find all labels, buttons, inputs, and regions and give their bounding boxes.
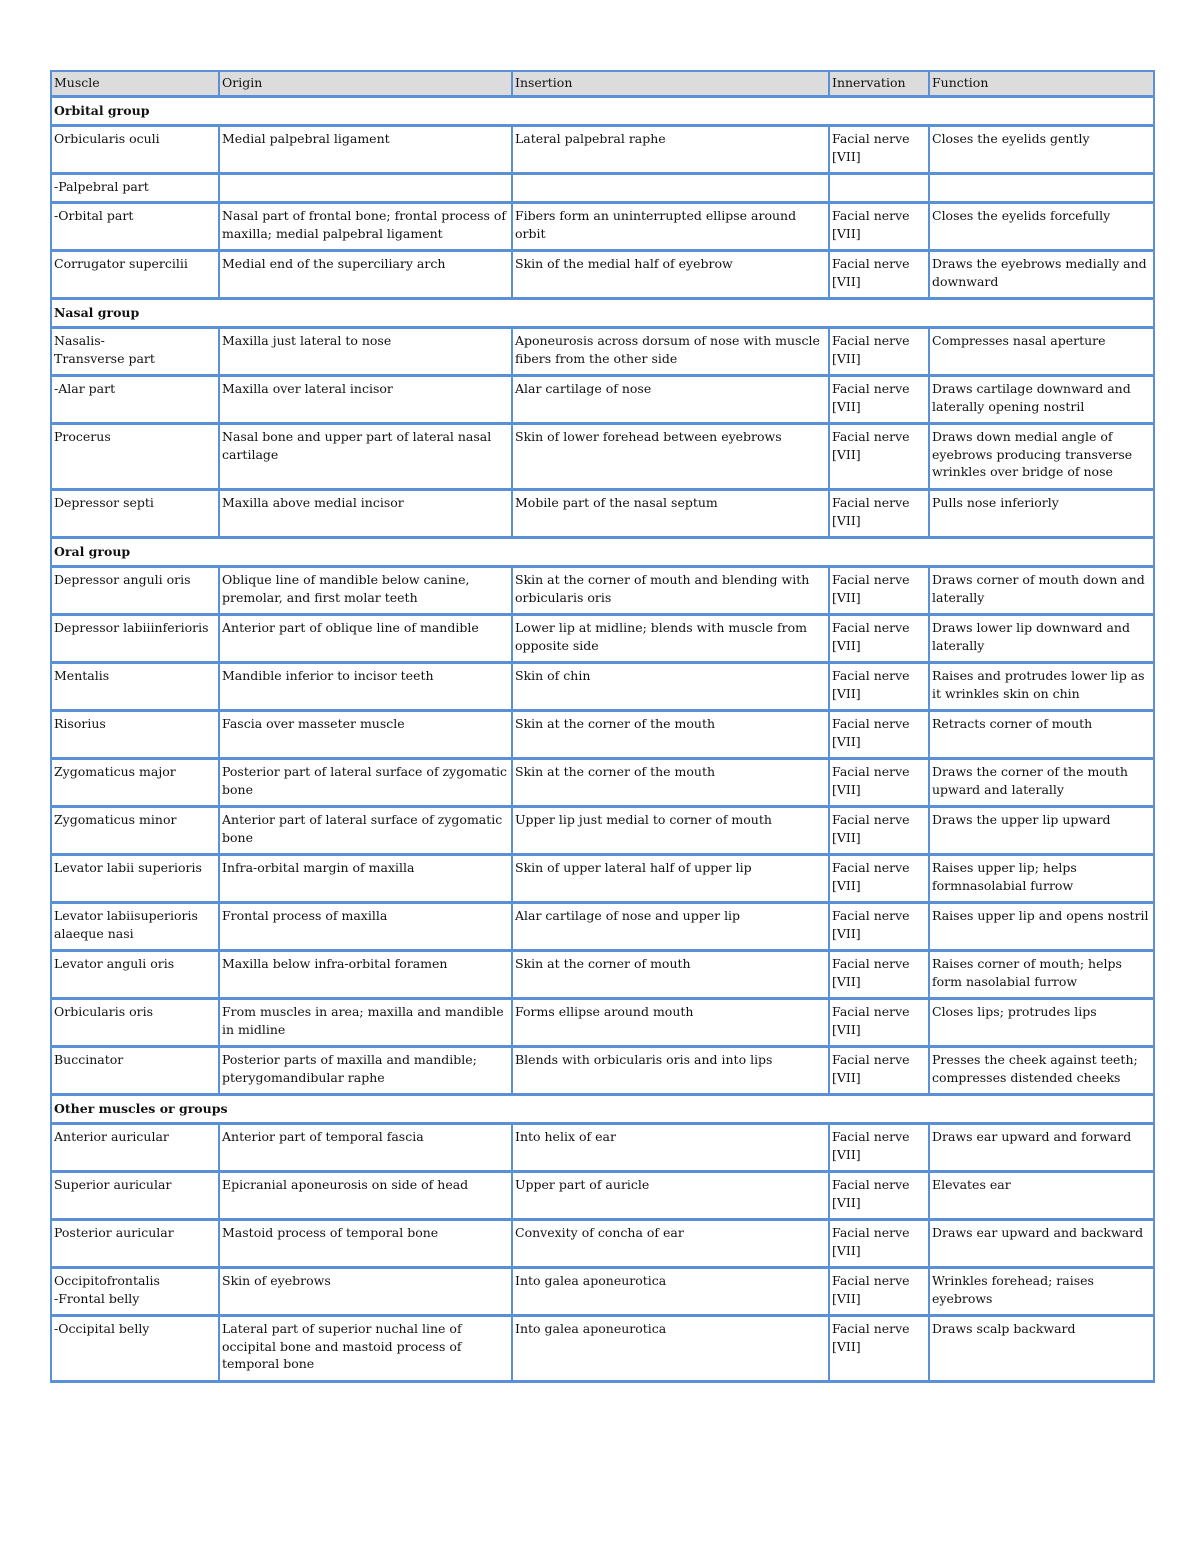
muscle-cell: Depressor septi xyxy=(52,488,220,536)
muscle-cell: -Alar part xyxy=(52,374,220,422)
origin-cell: Posterior part of lateral surface of zygomatic bone xyxy=(220,757,513,805)
origin-cell: Medial palpebral ligament xyxy=(220,124,513,172)
table-row xyxy=(52,201,1153,249)
insertion-cell: Mobile part of the nasal septum xyxy=(513,488,830,536)
function-cell: Pulls nose inferiorly xyxy=(930,488,1153,536)
function-cell: Raises upper lip and opens nostril xyxy=(930,901,1153,949)
insertion-cell: Into galea aponeurotica xyxy=(513,1266,830,1314)
origin-cell: Maxilla above medial incisor xyxy=(220,488,513,536)
insertion-cell: Skin at the corner of the mouth xyxy=(513,709,830,757)
header-function: Function xyxy=(930,70,1153,95)
group-title: Nasal group xyxy=(52,297,1153,326)
table-row xyxy=(52,709,1153,757)
muscle-cell: Orbicularis oris xyxy=(52,997,220,1045)
table-body xyxy=(52,95,1153,1380)
function-cell: Elevates ear xyxy=(930,1170,1153,1218)
insertion-cell: Lateral palpebral raphe xyxy=(513,124,830,172)
table-row xyxy=(52,124,1153,172)
muscle-cell: Depressor labiiinferioris xyxy=(52,613,220,661)
innervation-cell: Facial nerve [VII] xyxy=(830,249,930,297)
innervation-cell: Facial nerve [VII] xyxy=(830,805,930,853)
origin-cell: Posterior parts of maxilla and mandible; pterygomandibular raphe xyxy=(220,1045,513,1093)
table-row xyxy=(52,853,1153,901)
table-row xyxy=(52,326,1153,374)
function-cell: Draws corner of mouth down and laterally xyxy=(930,565,1153,613)
group-row xyxy=(52,297,1153,326)
insertion-cell: Upper lip just medial to corner of mouth xyxy=(513,805,830,853)
muscle-cell: Anterior auricular xyxy=(52,1122,220,1170)
header-origin: Origin xyxy=(220,70,513,95)
muscle-cell: Risorius xyxy=(52,709,220,757)
group-title: Oral group xyxy=(52,536,1153,565)
function-cell: Retracts corner of mouth xyxy=(930,709,1153,757)
function-cell xyxy=(930,172,1153,201)
origin-cell: From muscles in area; maxilla and mandible in midline xyxy=(220,997,513,1045)
muscle-cell: Posterior auricular xyxy=(52,1218,220,1266)
innervation-cell: Facial nerve [VII] xyxy=(830,488,930,536)
table-row xyxy=(52,901,1153,949)
group-title: Orbital group xyxy=(52,95,1153,124)
innervation-cell: Facial nerve [VII] xyxy=(830,1045,930,1093)
function-cell: Closes the eyelids forcefully xyxy=(930,201,1153,249)
muscle-cell: -Palpebral part xyxy=(52,172,220,201)
function-cell: Draws ear upward and backward xyxy=(930,1218,1153,1266)
muscle-cell: Procerus xyxy=(52,422,220,488)
muscle-cell: Orbicularis oculi xyxy=(52,124,220,172)
innervation-cell: Facial nerve [VII] xyxy=(830,1218,930,1266)
group-row xyxy=(52,95,1153,124)
origin-cell: Lateral part of superior nuchal line of occipital bone and mastoid process of temporal bone xyxy=(220,1314,513,1380)
insertion-cell: Skin of lower forehead between eyebrows xyxy=(513,422,830,488)
origin-cell: Anterior part of oblique line of mandible xyxy=(220,613,513,661)
origin-cell: Anterior part of temporal fascia xyxy=(220,1122,513,1170)
insertion-cell: Blends with orbicularis oris and into lips xyxy=(513,1045,830,1093)
origin-cell: Medial end of the superciliary arch xyxy=(220,249,513,297)
insertion-cell: Fibers form an uninterrupted ellipse around orbit xyxy=(513,201,830,249)
function-cell: Wrinkles forehead; raises eyebrows xyxy=(930,1266,1153,1314)
function-cell: Draws cartilage downward and laterally opening nostril xyxy=(930,374,1153,422)
muscle-table xyxy=(50,70,1155,1383)
insertion-cell: Skin of chin xyxy=(513,661,830,709)
origin-cell xyxy=(220,172,513,201)
insertion-cell: Into helix of ear xyxy=(513,1122,830,1170)
origin-cell: Oblique line of mandible below canine, premolar, and first molar teeth xyxy=(220,565,513,613)
innervation-cell: Facial nerve [VII] xyxy=(830,757,930,805)
table-row xyxy=(52,1266,1153,1314)
muscle-cell: -Occipital belly xyxy=(52,1314,220,1380)
innervation-cell: Facial nerve [VII] xyxy=(830,709,930,757)
origin-cell: Epicranial aponeurosis on side of head xyxy=(220,1170,513,1218)
innervation-cell: Facial nerve [VII] xyxy=(830,997,930,1045)
innervation-cell: Facial nerve [VII] xyxy=(830,1314,930,1380)
table-row xyxy=(52,805,1153,853)
innervation-cell: Facial nerve [VII] xyxy=(830,374,930,422)
insertion-cell: Skin of upper lateral half of upper lip xyxy=(513,853,830,901)
insertion-cell: Skin of the medial half of eyebrow xyxy=(513,249,830,297)
insertion-cell xyxy=(513,172,830,201)
innervation-cell: Facial nerve [VII] xyxy=(830,853,930,901)
table-row xyxy=(52,661,1153,709)
muscle-cell: Depressor anguli oris xyxy=(52,565,220,613)
muscle-cell: Corrugator supercilii xyxy=(52,249,220,297)
table-row xyxy=(52,1314,1153,1380)
origin-cell: Maxilla below infra-orbital foramen xyxy=(220,949,513,997)
muscle-cell: Nasalis- Transverse part xyxy=(52,326,220,374)
insertion-cell: Skin at the corner of mouth xyxy=(513,949,830,997)
group-row xyxy=(52,536,1153,565)
function-cell: Draws the upper lip upward xyxy=(930,805,1153,853)
muscle-cell: Levator labii superioris xyxy=(52,853,220,901)
table-row xyxy=(52,172,1153,201)
innervation-cell: Facial nerve [VII] xyxy=(830,1122,930,1170)
function-cell: Closes lips; protrudes lips xyxy=(930,997,1153,1045)
function-cell: Draws the eyebrows medially and downward xyxy=(930,249,1153,297)
table-row xyxy=(52,997,1153,1045)
function-cell: Draws down medial angle of eyebrows producing transverse wrinkles over bridge of nose xyxy=(930,422,1153,488)
function-cell: Draws lower lip downward and laterally xyxy=(930,613,1153,661)
table-row xyxy=(52,1218,1153,1266)
innervation-cell: Facial nerve [VII] xyxy=(830,1266,930,1314)
table-row xyxy=(52,1045,1153,1093)
origin-cell: Anterior part of lateral surface of zygomatic bone xyxy=(220,805,513,853)
origin-cell: Mastoid process of temporal bone xyxy=(220,1218,513,1266)
table-row xyxy=(52,565,1153,613)
innervation-cell: Facial nerve [VII] xyxy=(830,326,930,374)
insertion-cell: Lower lip at midline; blends with muscle from opposite side xyxy=(513,613,830,661)
innervation-cell: Facial nerve [VII] xyxy=(830,201,930,249)
origin-cell: Mandible inferior to incisor teeth xyxy=(220,661,513,709)
function-cell: Draws the corner of the mouth upward and laterally xyxy=(930,757,1153,805)
table-row xyxy=(52,757,1153,805)
table-row xyxy=(52,249,1153,297)
table-header xyxy=(52,70,1153,95)
function-cell: Raises corner of mouth; helps form nasolabial furrow xyxy=(930,949,1153,997)
innervation-cell xyxy=(830,172,930,201)
function-cell: Draws ear upward and forward xyxy=(930,1122,1153,1170)
function-cell: Closes the eyelids gently xyxy=(930,124,1153,172)
muscle-cell: Zygomaticus major xyxy=(52,757,220,805)
origin-cell: Frontal process of maxilla xyxy=(220,901,513,949)
header-innervation: Innervation xyxy=(830,70,930,95)
function-cell: Raises upper lip; helps formnasolabial furrow xyxy=(930,853,1153,901)
muscle-cell: Zygomaticus minor xyxy=(52,805,220,853)
muscle-cell: Superior auricular xyxy=(52,1170,220,1218)
innervation-cell: Facial nerve [VII] xyxy=(830,949,930,997)
table-row xyxy=(52,1122,1153,1170)
insertion-cell: Aponeurosis across dorsum of nose with muscle fibers from the other side xyxy=(513,326,830,374)
function-cell: Compresses nasal aperture xyxy=(930,326,1153,374)
function-cell: Raises and protrudes lower lip as it wrinkles skin on chin xyxy=(930,661,1153,709)
group-row xyxy=(52,1093,1153,1122)
header-muscle: Muscle xyxy=(52,70,220,95)
insertion-cell: Into galea aponeurotica xyxy=(513,1314,830,1380)
insertion-cell: Alar cartilage of nose and upper lip xyxy=(513,901,830,949)
origin-cell: Maxilla over lateral incisor xyxy=(220,374,513,422)
origin-cell: Skin of eyebrows xyxy=(220,1266,513,1314)
muscle-cell: Mentalis xyxy=(52,661,220,709)
innervation-cell: Facial nerve [VII] xyxy=(830,613,930,661)
table-row xyxy=(52,488,1153,536)
origin-cell: Maxilla just lateral to nose xyxy=(220,326,513,374)
header-insertion: Insertion xyxy=(513,70,830,95)
table-row xyxy=(52,1170,1153,1218)
origin-cell: Nasal bone and upper part of lateral nasal cartilage xyxy=(220,422,513,488)
header-row xyxy=(52,70,1153,95)
group-title: Other muscles or groups xyxy=(52,1093,1153,1122)
innervation-cell: Facial nerve [VII] xyxy=(830,124,930,172)
origin-cell: Nasal part of frontal bone; frontal process of maxilla; medial palpebral ligament xyxy=(220,201,513,249)
muscle-cell: Occipitofrontalis -Frontal belly xyxy=(52,1266,220,1314)
table-row xyxy=(52,613,1153,661)
innervation-cell: Facial nerve [VII] xyxy=(830,1170,930,1218)
function-cell: Presses the cheek against teeth; compresses distended cheeks xyxy=(930,1045,1153,1093)
insertion-cell: Skin at the corner of mouth and blending with orbicularis oris xyxy=(513,565,830,613)
table-row xyxy=(52,949,1153,997)
insertion-cell: Convexity of concha of ear xyxy=(513,1218,830,1266)
table-row xyxy=(52,374,1153,422)
table-row xyxy=(52,422,1153,488)
insertion-cell: Skin at the corner of the mouth xyxy=(513,757,830,805)
innervation-cell: Facial nerve [VII] xyxy=(830,565,930,613)
origin-cell: Infra-orbital margin of maxilla xyxy=(220,853,513,901)
origin-cell: Fascia over masseter muscle xyxy=(220,709,513,757)
innervation-cell: Facial nerve [VII] xyxy=(830,661,930,709)
muscle-cell: Levator anguli oris xyxy=(52,949,220,997)
insertion-cell: Upper part of auricle xyxy=(513,1170,830,1218)
innervation-cell: Facial nerve [VII] xyxy=(830,901,930,949)
muscle-cell: Buccinator xyxy=(52,1045,220,1093)
muscle-cell: -Orbital part xyxy=(52,201,220,249)
function-cell: Draws scalp backward xyxy=(930,1314,1153,1380)
insertion-cell: Alar cartilage of nose xyxy=(513,374,830,422)
insertion-cell: Forms ellipse around mouth xyxy=(513,997,830,1045)
innervation-cell: Facial nerve [VII] xyxy=(830,422,930,488)
muscle-cell: Levator labiisuperioris alaeque nasi xyxy=(52,901,220,949)
